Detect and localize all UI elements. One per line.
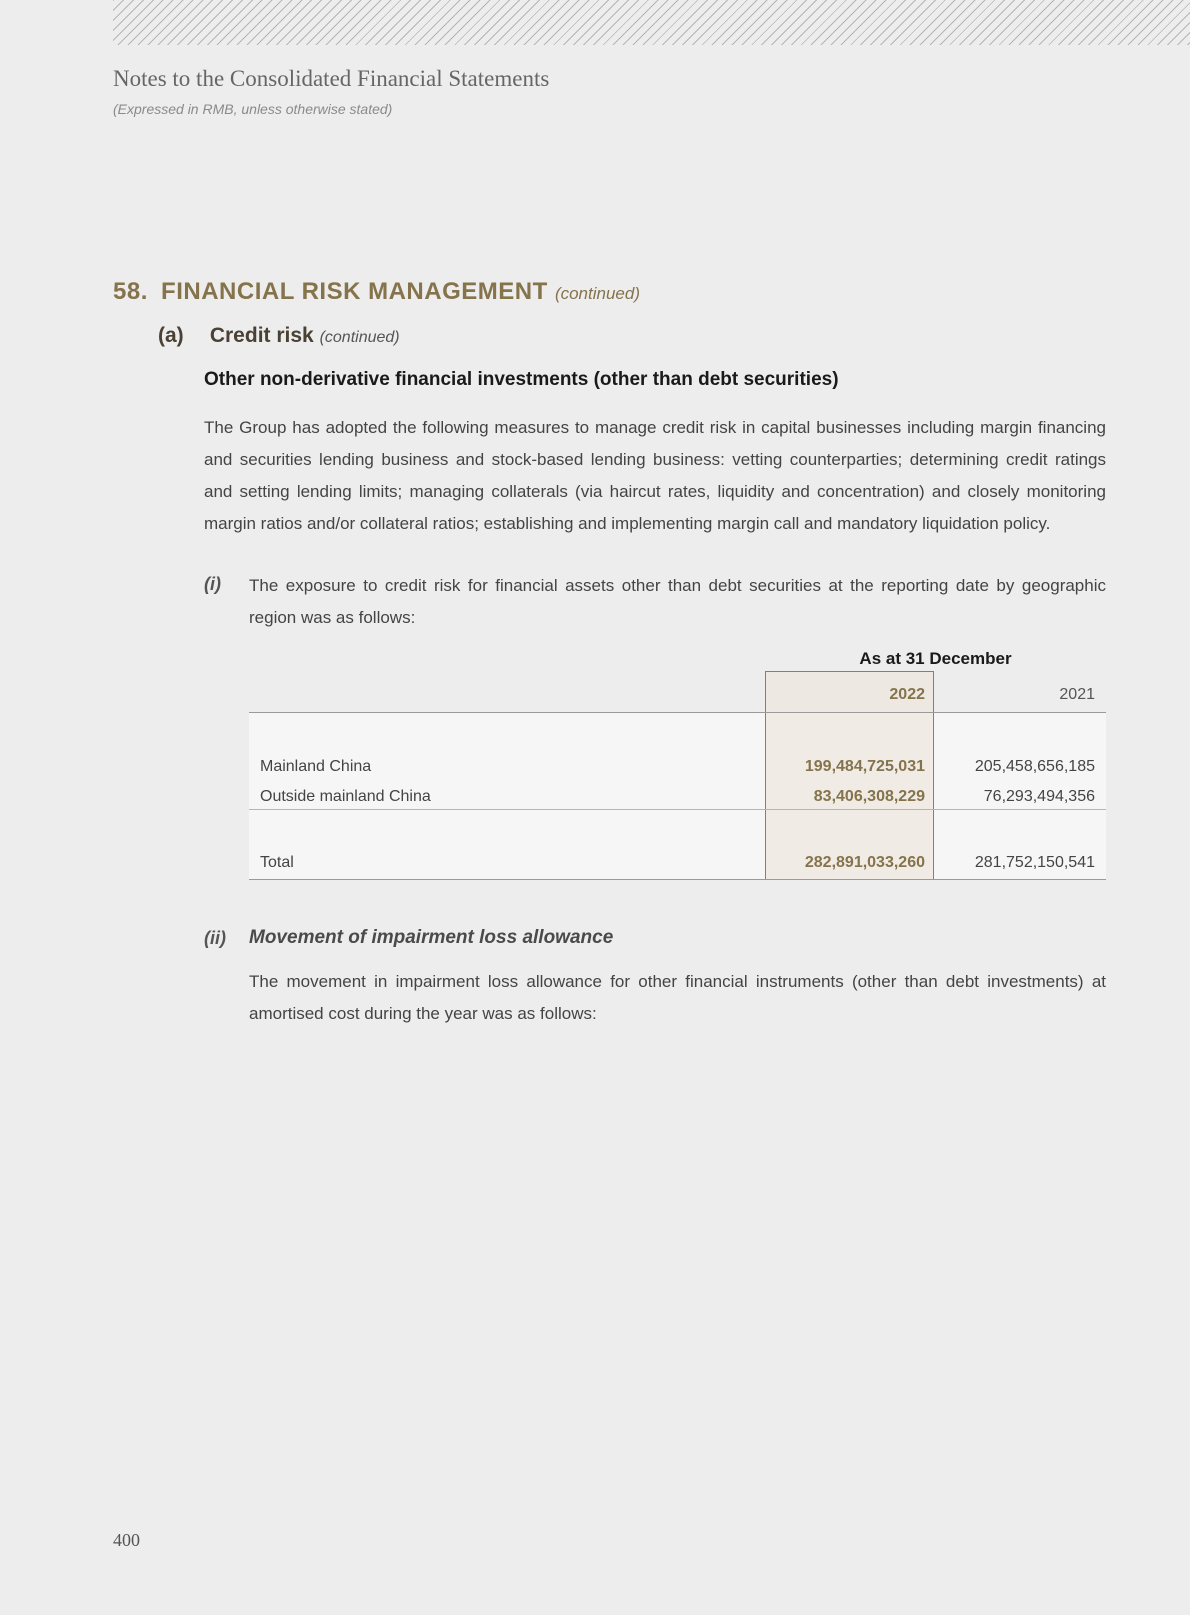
table-bottom-rule — [249, 879, 1106, 880]
item-ii-heading: Movement of impairment loss allowance — [249, 927, 614, 948]
item-ii-label: (ii) — [204, 928, 226, 948]
subsection-title: Credit risk — [209, 324, 314, 347]
table-cell-current: 83,406,308,229 — [813, 788, 925, 805]
table-cell-prior: 76,293,494,356 — [983, 788, 1095, 805]
section-continued: (continued) — [554, 284, 640, 303]
topic-heading: Other non-derivative financial investments (other than debt securities) — [204, 369, 839, 390]
running-header-subtitle: (Expressed in RMB, unless otherwise stated) — [113, 101, 393, 117]
section-title: FINANCIAL RISK MANAGEMENT — [161, 278, 548, 305]
table-cell-prior: 205,458,656,185 — [974, 758, 1095, 775]
table-cell-current: 199,484,725,031 — [804, 758, 925, 775]
table-subtotal-rule — [249, 809, 1106, 810]
item-ii-text: The movement in impairment loss allowance for other financial instruments (other than debt investments) at amortised cost during the year was as follows: — [249, 972, 1106, 1023]
item-i-text: The exposure to credit risk for financial assets other than debt securities at the reporting date by geographic region was as follows: — [249, 576, 1106, 627]
subsection-heading — [158, 324, 400, 348]
subsection-continued: (continued) — [319, 329, 400, 346]
item-i-label: (i) — [204, 574, 221, 594]
table-header-rule — [249, 712, 1106, 713]
running-header-title: Notes to the Consolidated Financial Statements — [113, 66, 550, 91]
section-number: 58. — [113, 278, 148, 305]
body-paragraph: The Group has adopted the following measures to manage credit risk in capital businesses including margin financing and securities lending business and stock-based lending business: vetting counterparties; determining credit ratings and setting lending limits; managing collaterals (via haircut rates, liquidity and concentration) and closely monitoring margin ratios and/or collateral ratios; establishing and implementing margin call and mandatory liquidation policy. — [204, 418, 1106, 533]
decorative-hatch-band — [113, 0, 1190, 45]
table-group-header: As at 31 December — [859, 649, 1012, 668]
column-header-prior: 2021 — [1059, 686, 1095, 703]
column-header-current: 2022 — [889, 686, 925, 703]
section-heading — [113, 278, 640, 306]
table-total-label: Total — [260, 854, 294, 871]
subsection-label: (a) — [158, 324, 184, 347]
table-row-label: Mainland China — [260, 758, 372, 775]
table-total-prior: 281,752,150,541 — [974, 854, 1095, 871]
table-row-label: Outside mainland China — [260, 788, 431, 805]
page-number: 400 — [113, 1530, 140, 1550]
table-total-current: 282,891,033,260 — [804, 854, 925, 871]
